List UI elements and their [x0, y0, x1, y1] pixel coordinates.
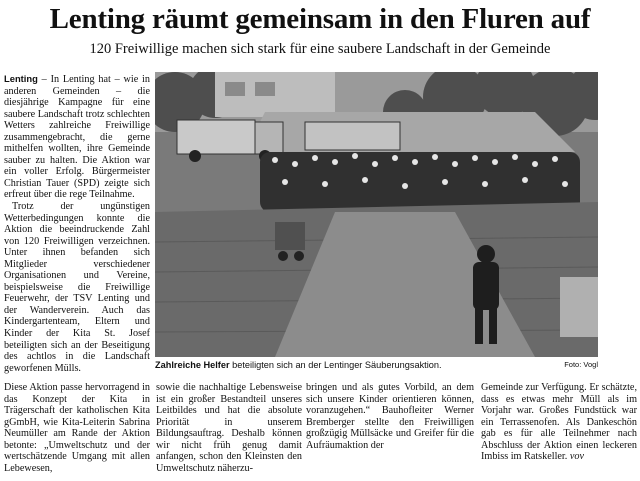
paragraph-participants: Trotz der ungünstigen Wetterbedingungen konnte die Aktion die beeindruckende Zahl von 120 Freiwilligen verzeichnen. Unter ihnen befanden sich Mitglieder verschiedener Organisationen und Vereine, beispielsweise die Freiwillige Feuerwehr, der TSV Lenting und der Wanderverein. Auch das Kindergartenteam, Eltern und Kinder der Kita St. Josef beteiligten sich an der Beseitigung des achtlos in die Landschaft geworfenen Mülls. [4, 201, 150, 374]
article-column-3 [306, 382, 474, 478]
paragraph-intro [4, 73, 150, 201]
paragraph-col3: bringen und als gutes Vorbild, an dem sich unsere Kinder orientieren können, voranzugehen.“ Bauhofleiter Werner Bremberger stellte den Freiwilligen großzügig Müllsäcke und Greifer für die Aufräumaktion der [306, 382, 474, 451]
intro-text: – In Lenting hat – wie in anderen Gemeinden – die diesjährige Kampagne für eine saubere Landschaft trotz schlechten Wetters zahlreiche Freiwillige zusammengebracht, die gerne mithelfen wollten, ihre Gemeinde sauber zu halten. Die Aktion war ein voller Erfolg. Bürgermeister Christian Tauer (SPD) zeigte sich erfreut über die rege Teilnahme. [4, 74, 150, 201]
article-photo [155, 72, 598, 357]
paragraph-kita: Diese Aktion passe hervorragend in das Konzept der Kita in Trägerschaft der katholischen Kita gGmbH, wie Kita-Leiterin Sabrina Neumüller am Rande der Aktion betonte: „Umweltschutz und der wertschätzende Umgang mit allen Lebewesen, [4, 382, 150, 474]
article-column-1-bottom [4, 382, 150, 478]
article-column-2 [156, 382, 302, 478]
subheadline: 120 Freiwillige machen sich stark für eine saubere Landschaft in der Gemeinde [89, 41, 551, 57]
author-signature: vov [569, 451, 584, 463]
photo-credit: Foto: Vogl [564, 360, 598, 369]
photo-caption [155, 358, 598, 372]
col4-text: Gemeinde zur Verfügung. Er schätzte, dass es etwas mehr Müll als im Vorjahr war. Großes Fundstück war ein Terrassenofen. Als Dankeschön gab es für alle Teilnehmer nach Abschluss der Aktion einen leckeren Imbiss im Ratskeller. [481, 382, 637, 463]
caption-text [155, 360, 442, 370]
article-column-1 [4, 73, 150, 374]
paragraph-col4 [481, 382, 637, 463]
dateline: Lenting [4, 73, 38, 84]
paragraph-col2: sowie die nachhaltige Lebensweise ist ein großer Bestandteil unseres Leitbildes und hat die absolute Priorität in unserem Bildungsauftrag. Deshalb können wir nicht früh genug damit anfangen, schon den Kleinsten den Umweltschutz näherzu- [156, 382, 302, 474]
caption-rest: beteiligten sich an der Lentinger Säuberungsaktion. [229, 360, 442, 370]
caption-bold: Zahlreiche Helfer [155, 360, 230, 370]
headline: Lenting räumt gemeinsam in den Fluren auf [49, 3, 591, 35]
group-photo-illustration [155, 72, 598, 357]
article-column-4 [481, 382, 637, 478]
